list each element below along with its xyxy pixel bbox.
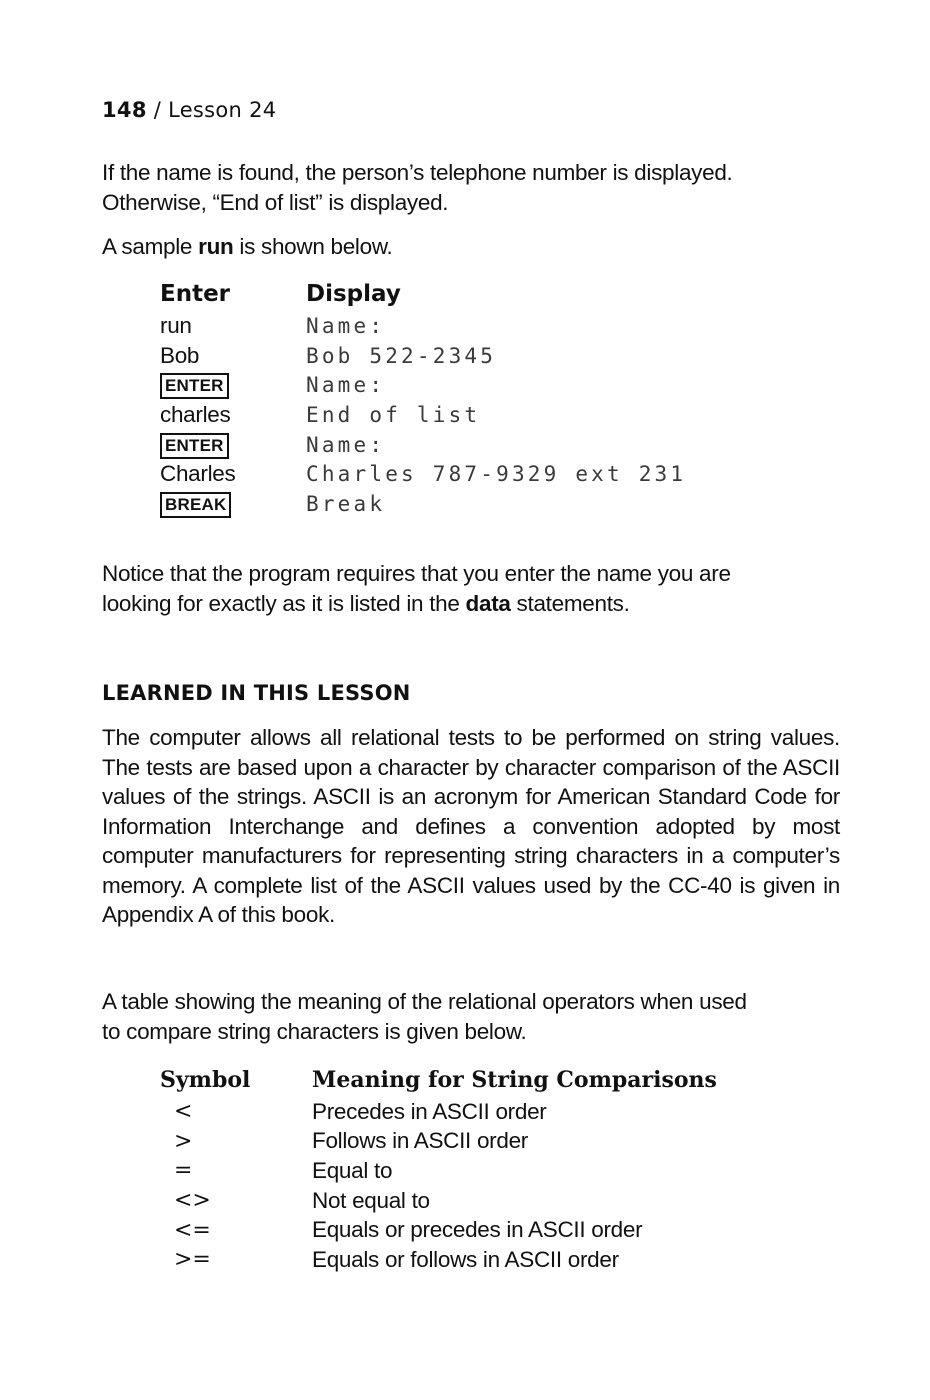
sample-pre: A sample bbox=[102, 234, 199, 259]
intro-line-1: If the name is found, the person’s telephone number is displayed. bbox=[102, 160, 733, 185]
display-output: Break bbox=[306, 491, 386, 516]
operator-meaning: Precedes in ASCII order bbox=[312, 1098, 547, 1124]
meaning-column-header: Meaning for String Comparisons bbox=[312, 1067, 717, 1093]
lesson-label: Lesson 24 bbox=[168, 98, 277, 122]
run-table-row bbox=[160, 311, 686, 341]
operator-symbol: = bbox=[174, 1158, 193, 1184]
run-table-row bbox=[160, 430, 686, 460]
display-output: Name: bbox=[306, 313, 386, 338]
keyboard-key-icon: ENTER bbox=[160, 433, 229, 459]
sample-post: is shown below. bbox=[233, 234, 393, 259]
display-output: Charles 787-9329 ext 231 bbox=[306, 462, 687, 487]
operator-symbol: <> bbox=[174, 1188, 211, 1214]
operators-table bbox=[160, 1063, 717, 1275]
operator-meaning: Follows in ASCII order bbox=[312, 1128, 528, 1154]
section-body: The computer allows all relational tests to be performed on string values. The tests are based upon a character by character comparison of the ASCII values of the strings. ASCII is an acronym for American Standard Code for Information Interchange and defines a convention adopted by most computer manufacturers for representing string characters in a computer’s memory. A complete list of the ASCII values used by the CC-40 is given in Appendix A of this book. bbox=[102, 725, 840, 927]
enter-cell bbox=[160, 431, 306, 459]
operator-symbol: <= bbox=[174, 1217, 211, 1243]
display-output: Name: bbox=[306, 432, 386, 457]
notice-line-1: Notice that the program requires that you enter the name you are bbox=[102, 561, 731, 586]
header-separator: / bbox=[146, 98, 169, 122]
operator-row bbox=[160, 1186, 717, 1216]
enter-cell bbox=[160, 343, 306, 369]
enter-cell bbox=[160, 313, 306, 339]
operator-row bbox=[160, 1215, 717, 1245]
run-table-row bbox=[160, 370, 686, 400]
display-output: End of list bbox=[306, 402, 481, 427]
page-header bbox=[102, 98, 276, 122]
sample-run-table bbox=[160, 277, 686, 519]
operator-meaning: Equals or precedes in ASCII order bbox=[312, 1217, 643, 1243]
display-column-header: Display bbox=[306, 281, 401, 307]
typed-input: charles bbox=[160, 401, 231, 427]
enter-cell bbox=[160, 461, 306, 487]
enter-cell bbox=[160, 490, 306, 518]
notice-line-2-pre: looking for exactly as it is listed in the bbox=[102, 590, 466, 616]
operator-symbol: > bbox=[174, 1128, 193, 1154]
operators-table-header bbox=[160, 1063, 717, 1097]
operator-meaning: Equals or follows in ASCII order bbox=[312, 1246, 619, 1272]
operator-symbol: < bbox=[174, 1099, 193, 1125]
table-intro-paragraph bbox=[102, 987, 840, 1046]
run-table-row bbox=[160, 400, 686, 430]
symbol-column-header: Symbol bbox=[160, 1067, 251, 1093]
typed-input: Bob bbox=[160, 342, 200, 368]
operator-symbol: >= bbox=[174, 1247, 211, 1273]
notice-paragraph bbox=[102, 559, 840, 618]
operator-row bbox=[160, 1097, 717, 1127]
sample-keyword: run bbox=[198, 234, 234, 259]
table-intro-line-2: to compare string characters is given below. bbox=[102, 1018, 527, 1044]
notice-line-2-post: statements. bbox=[510, 590, 630, 616]
run-table-header bbox=[160, 277, 686, 311]
typed-input: Charles bbox=[160, 461, 236, 487]
operator-row bbox=[160, 1156, 717, 1186]
page-number: 148 bbox=[102, 98, 147, 122]
operator-meaning: Equal to bbox=[312, 1157, 393, 1183]
display-output: Bob 522-2345 bbox=[306, 343, 497, 368]
enter-cell bbox=[160, 402, 306, 428]
run-table-row bbox=[160, 489, 686, 519]
typed-input: run bbox=[160, 312, 192, 338]
run-table-row bbox=[160, 459, 686, 489]
sample-run-sentence bbox=[102, 232, 840, 262]
intro-line-2: Otherwise, “End of list” is displayed. bbox=[102, 189, 449, 215]
display-output: Name: bbox=[306, 373, 386, 398]
table-intro-line-1: A table showing the meaning of the relational operators when used bbox=[102, 989, 747, 1014]
keyboard-key-icon: BREAK bbox=[160, 492, 231, 518]
operator-row bbox=[160, 1245, 717, 1275]
enter-cell bbox=[160, 371, 306, 399]
enter-column-header: Enter bbox=[160, 281, 231, 307]
section-title: LEARNED IN THIS LESSON bbox=[102, 681, 411, 705]
notice-keyword: data bbox=[465, 590, 511, 616]
keyboard-key-icon: ENTER bbox=[160, 373, 229, 399]
run-table-row bbox=[160, 341, 686, 371]
operator-meaning: Not equal to bbox=[312, 1187, 430, 1213]
intro-paragraph bbox=[102, 158, 840, 217]
operator-row bbox=[160, 1127, 717, 1157]
